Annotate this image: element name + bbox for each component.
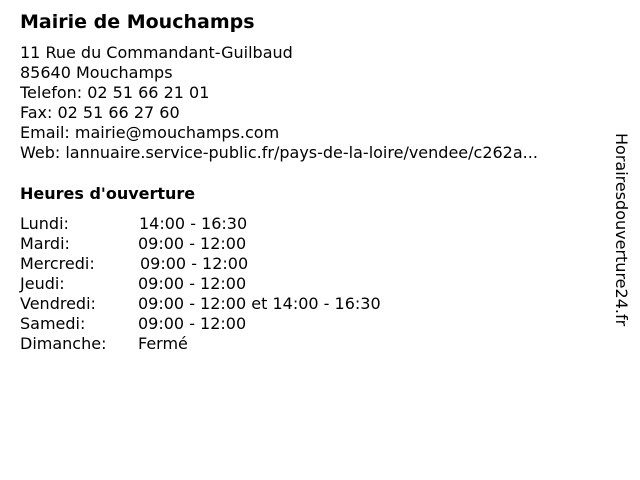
postal-city: 85640 Mouchamps: [20, 63, 173, 82]
page-title: Mairie de Mouchamps: [20, 11, 255, 33]
fax-number: Fax: 02 51 66 27 60: [20, 103, 180, 122]
street-address: 11 Rue du Commandant-Guilbaud: [20, 43, 293, 62]
opening-hours-heading: Heures d'ouverture: [20, 184, 196, 203]
time-value: 09:00 - 12:00: [140, 254, 249, 273]
time-value: 09:00 - 12:00: [138, 234, 247, 253]
day-label: Jeudi:: [20, 274, 65, 293]
time-value: 14:00 - 16:30: [139, 214, 248, 233]
day-label: Samedi:: [20, 314, 86, 333]
day-label: Mercredi:: [20, 254, 95, 273]
time-value: 09:00 - 12:00 et 14:00 - 16:30: [138, 294, 381, 313]
website-url: Web: lannuaire.service-public.fr/pays-de-la-loire/vendee/c262a...: [20, 143, 538, 162]
time-value: Fermé: [138, 334, 188, 353]
day-label: Lundi:: [20, 214, 69, 233]
day-label: Dimanche:: [20, 334, 107, 353]
site-watermark: Horairesdouverture24.fr: [612, 133, 631, 327]
contact-info: [20, 43, 600, 163]
email-address: Email: mairie@mouchamps.com: [20, 123, 280, 142]
time-value: 09:00 - 12:00: [138, 314, 247, 333]
time-value: 09:00 - 12:00: [138, 274, 247, 293]
phone-number: Telefon: 02 51 66 21 01: [20, 83, 210, 102]
day-label: Mardi:: [20, 234, 70, 253]
day-label: Vendredi:: [20, 294, 96, 313]
